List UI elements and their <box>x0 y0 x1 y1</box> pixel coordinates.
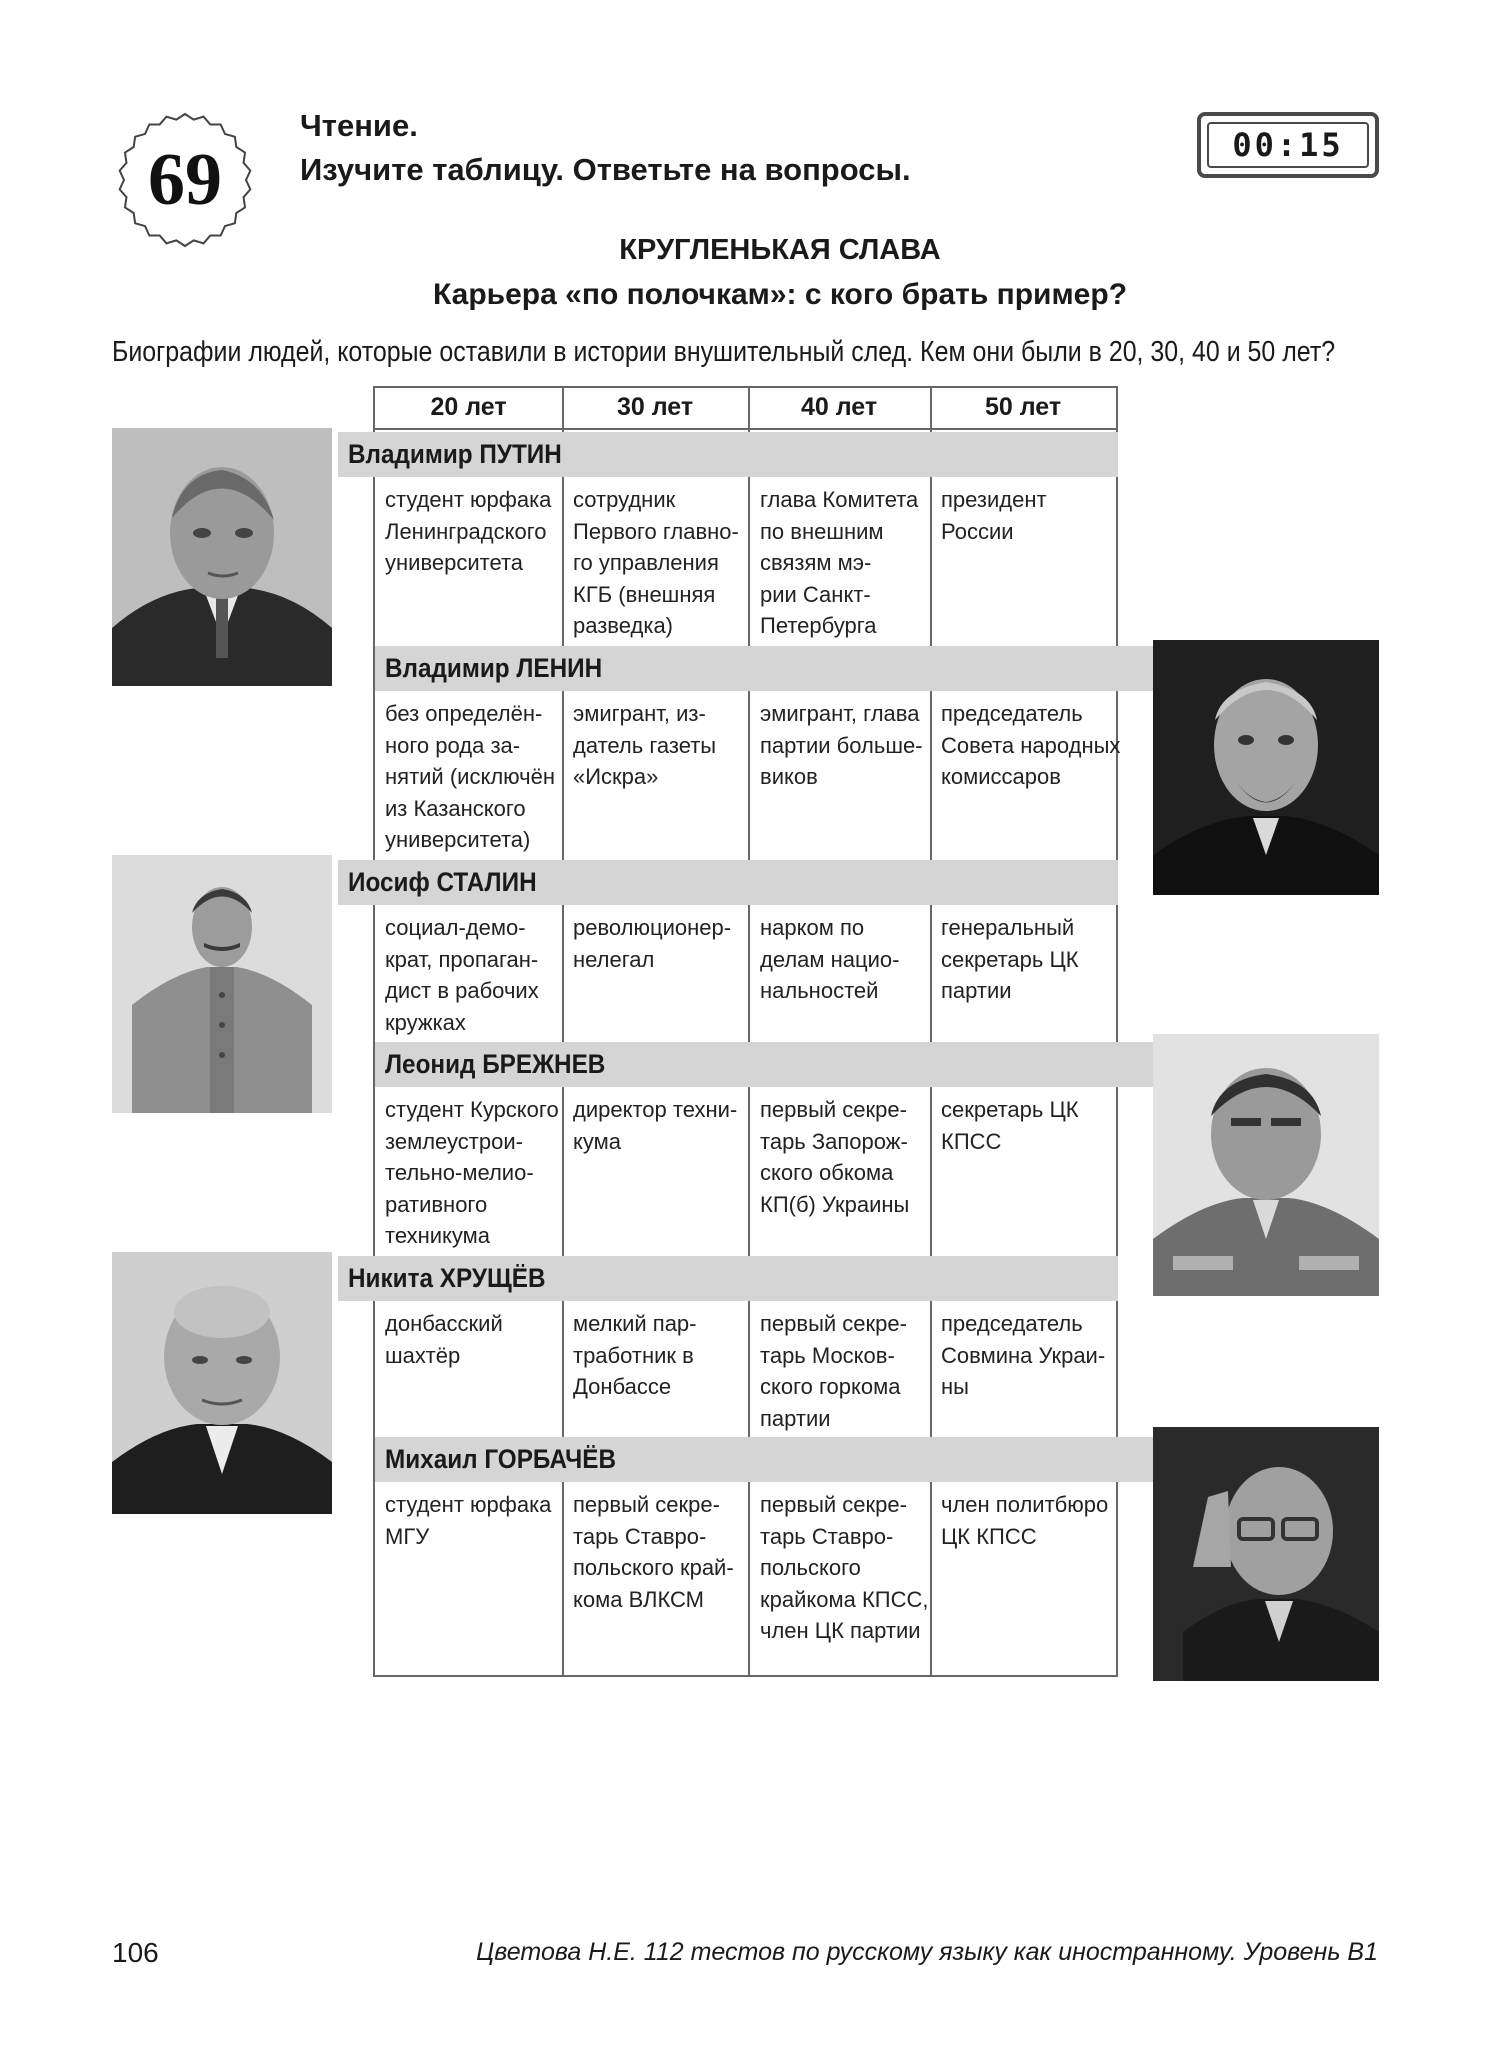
table-cell: глава Комитета по внешним связям мэ- рии Санкт- Петербурга <box>760 487 919 638</box>
table-cell: студент юрфака МГУ <box>385 1492 552 1549</box>
table-cell: студент юрфака Ленинградского университета <box>385 487 552 575</box>
task-number-badge <box>115 110 255 250</box>
table-cell: председатель Совета народных комиссаров <box>941 701 1121 789</box>
table-cell: донбасский шахтёр <box>385 1311 503 1368</box>
timer-badge <box>1197 112 1379 178</box>
task-instruction: Изучите таблицу. Ответьте на вопросы. <box>300 152 911 187</box>
portrait-photo <box>112 855 332 1113</box>
person-name-bar <box>338 860 1118 905</box>
person-name: Михаил ГОРБАЧЁВ <box>385 1444 617 1474</box>
table-cell: первый секре- тарь Москов- ского горкома партии <box>760 1311 907 1431</box>
portrait-photo <box>112 1252 332 1514</box>
table-cell: мелкий пар- тработник в Донбассе <box>573 1311 697 1399</box>
person-name-bar <box>338 432 1118 477</box>
person-name: Иосиф СТАЛИН <box>348 867 537 897</box>
task-type: Чтение. <box>300 108 418 143</box>
person-name-bar <box>375 1042 1158 1087</box>
task-number: 69 <box>148 138 222 221</box>
person-name: Никита ХРУЩЁВ <box>348 1263 546 1293</box>
table-cell: генеральный секретарь ЦК партии <box>941 915 1079 1003</box>
timer-value: 00:15 <box>1207 122 1369 168</box>
table-cell: директор техни- кума <box>573 1097 738 1154</box>
page-subtitle: Карьера «по полочкам»: с кого брать пример? <box>432 278 1128 311</box>
person-name: Владимир ЛЕНИН <box>385 653 603 683</box>
table-cell: без определён- ного рода за- нятий (исключён из Казанского университета) <box>385 701 556 852</box>
header-divider <box>373 428 1118 430</box>
intro-text: Биографии людей, которые оставили в истории внушительный след. Кем они были в 20, 30, 40 и 50 лет? <box>112 336 1336 368</box>
table-cell: нарком по делам нацио- нальностей <box>760 915 900 1003</box>
table-cell: первый секре- тарь Ставро- польского крайкома КПСС, член ЦК партии <box>760 1492 929 1643</box>
column-header: 20 лет <box>430 392 507 421</box>
table-cell: социал-демо- крат, пропаган- дист в рабочих кружках <box>385 915 539 1035</box>
table-cell: президент России <box>941 487 1047 544</box>
table-cell: революционер- нелегал <box>573 915 732 972</box>
person-name-bar <box>375 646 1158 691</box>
column-header: 40 лет <box>800 392 878 421</box>
person-name: Леонид БРЕЖНЕВ <box>385 1049 606 1079</box>
table-cell: первый секре- тарь Запорож- ского обкома КП(б) Украины <box>760 1097 910 1217</box>
table-cell: эмигрант, из- датель газеты «Искра» <box>573 701 717 789</box>
table-cell: эмигрант, глава партии больше- виков <box>760 701 923 789</box>
table-cell: член политбюро ЦК КПСС <box>941 1492 1109 1549</box>
column-header: 30 лет <box>616 392 694 421</box>
portrait-photo <box>1153 1034 1379 1296</box>
table-cell: студент Курского землеустрои- тельно-мелио- ративного техникума <box>385 1097 559 1248</box>
portrait-photo <box>1153 640 1379 895</box>
table-cell: сотрудник Первого главно- го управления КГБ (внешняя разведка) <box>573 487 739 638</box>
table-cell: первый секре- тарь Ставро- польского край- кома ВЛКСМ <box>573 1492 734 1612</box>
portrait-photo <box>112 428 332 686</box>
table-cell: секретарь ЦК КПСС <box>941 1097 1079 1154</box>
page-title: КРУГЛЕНЬКАЯ СЛАВА <box>619 234 941 266</box>
portrait-photo <box>1153 1427 1379 1681</box>
person-name-bar <box>375 1437 1158 1482</box>
person-name: Владимир ПУТИН <box>348 439 562 469</box>
person-name-bar <box>338 1256 1118 1301</box>
column-header: 50 лет <box>984 392 1062 421</box>
table-cell: председатель Совмина Украи- ны <box>941 1311 1106 1399</box>
book-citation: Цветова Н.Е. 112 тестов по русскому языку как иностранному. Уровень В1 <box>476 1938 1378 1966</box>
page-number: 106 <box>112 1937 159 1968</box>
